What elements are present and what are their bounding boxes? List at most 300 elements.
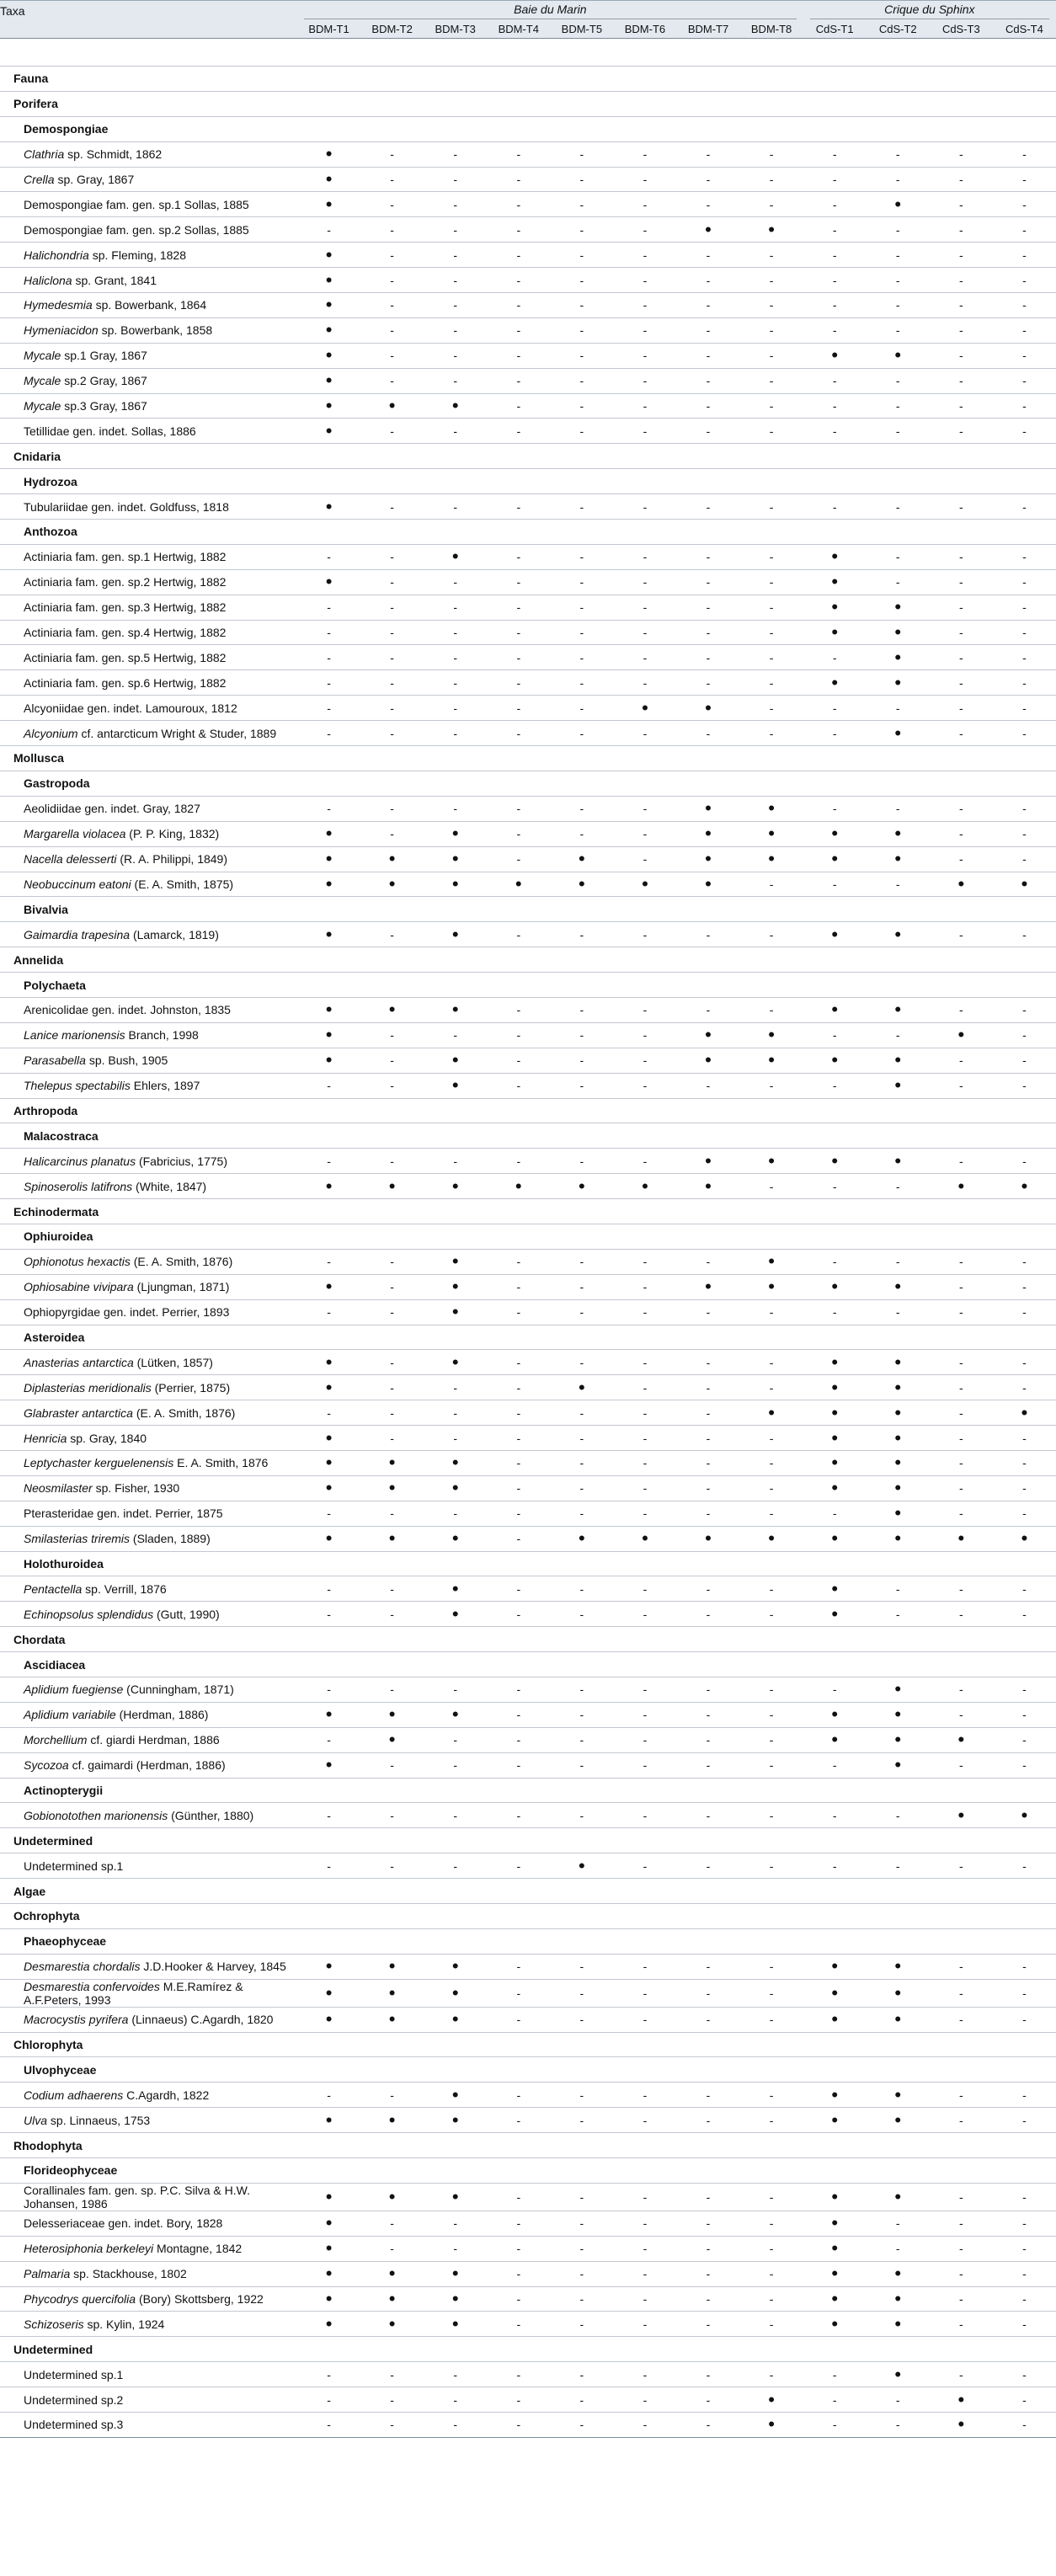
absence-dash: -	[803, 721, 867, 746]
absence-dash: -	[803, 293, 867, 318]
presence-dot: •	[360, 1979, 424, 2007]
presence-dot: •	[550, 1174, 613, 1199]
absence-dash: -	[993, 243, 1056, 268]
absence-dash: -	[993, 2387, 1056, 2413]
phylum-header-row	[0, 1627, 1056, 1652]
taxon-row	[0, 1954, 1056, 1979]
absence-dash: -	[993, 1299, 1056, 1325]
absence-dash: -	[297, 1249, 360, 1274]
presence-dot: •	[676, 1174, 739, 1199]
taxon-authority: (Herdman, 1886)	[115, 1708, 209, 1722]
absence-dash: -	[297, 1299, 360, 1325]
absence-dash: -	[424, 368, 487, 393]
absence-dash: -	[740, 393, 803, 419]
class-header-row	[0, 1123, 1056, 1149]
site-column-header: BDM-T1	[297, 20, 360, 39]
absence-dash: -	[613, 821, 676, 846]
presence-dot: •	[803, 1274, 867, 1299]
absence-dash: -	[613, 167, 676, 192]
presence-dot: •	[803, 1979, 867, 2007]
absence-dash: -	[487, 2312, 550, 2337]
absence-dash: -	[613, 268, 676, 293]
presence-dot: •	[867, 1677, 930, 1703]
taxon-name	[0, 1979, 297, 2007]
absence-dash: -	[740, 1576, 803, 1602]
absence-dash: -	[930, 1400, 993, 1426]
absence-dash: -	[613, 1450, 676, 1475]
absence-dash: -	[676, 368, 739, 393]
absence-dash: -	[360, 1400, 424, 1426]
presence-dot: •	[297, 2261, 360, 2286]
absence-dash: -	[424, 670, 487, 696]
taxon-authority: Branch, 1998	[125, 1028, 199, 1043]
absence-dash: -	[740, 1602, 803, 1627]
taxon-row	[0, 243, 1056, 268]
absence-dash: -	[740, 243, 803, 268]
absence-dash: -	[676, 1702, 739, 1727]
absence-dash: -	[550, 2312, 613, 2337]
absence-dash: -	[360, 293, 424, 318]
absence-dash: -	[487, 1702, 550, 1727]
class-header-row	[0, 469, 1056, 494]
absence-dash: -	[613, 2413, 676, 2438]
presence-dot: •	[740, 846, 803, 872]
absence-dash: -	[360, 343, 424, 368]
presence-dot: •	[424, 393, 487, 419]
phylum-header-row	[0, 746, 1056, 771]
presence-dot: •	[740, 1149, 803, 1174]
absence-dash: -	[803, 1299, 867, 1325]
taxon-authority: Undetermined sp.1	[24, 2367, 124, 2381]
absence-dash: -	[487, 1677, 550, 1703]
presence-dot: •	[424, 2286, 487, 2312]
absence-dash: -	[424, 721, 487, 746]
absence-dash: -	[613, 1426, 676, 1451]
absence-dash: -	[993, 1149, 1056, 1174]
presence-dot: •	[297, 1526, 360, 1551]
absence-dash: -	[550, 192, 613, 217]
taxon-authority: (P. P. King, 1832)	[125, 827, 220, 841]
taxon-row	[0, 2183, 1056, 2211]
absence-dash: -	[550, 293, 613, 318]
taxon-italic-name: Ophionotus hexactis	[24, 1255, 131, 1269]
absence-dash: -	[487, 393, 550, 419]
absence-dash: -	[676, 2007, 739, 2032]
taxon-authority: M.E.Ramírez & A.F.Peters, 1993	[24, 1979, 243, 2007]
absence-dash: -	[424, 243, 487, 268]
taxon-name	[0, 2083, 297, 2108]
presence-dot: •	[993, 1174, 1056, 1199]
absence-dash: -	[550, 1602, 613, 1627]
presence-dot: •	[297, 872, 360, 897]
presence-dot: •	[297, 1450, 360, 1475]
taxon-authority: (E. A. Smith, 1876)	[132, 1405, 236, 1420]
presence-dot: •	[930, 1174, 993, 1199]
presence-dot: •	[424, 544, 487, 569]
absence-dash: -	[360, 2083, 424, 2108]
section-header-row	[0, 1879, 1056, 1904]
absence-dash: -	[740, 872, 803, 897]
absence-dash: -	[613, 2261, 676, 2286]
phylum-header-row	[0, 1904, 1056, 1929]
taxon-authority: (Gutt, 1990)	[153, 1607, 220, 1621]
absence-dash: -	[993, 721, 1056, 746]
taxon-italic-name: Codium adhaerens	[24, 2088, 124, 2102]
absence-dash: -	[740, 1426, 803, 1451]
absence-dash: -	[424, 1752, 487, 1778]
absence-dash: -	[424, 595, 487, 620]
absence-dash: -	[930, 696, 993, 721]
phylum-header-row	[0, 91, 1056, 116]
presence-dot: •	[803, 1727, 867, 1752]
section-header-row	[0, 67, 1056, 92]
absence-dash: -	[424, 317, 487, 343]
presence-dot: •	[803, 821, 867, 846]
absence-dash: -	[803, 192, 867, 217]
presence-dot: •	[867, 343, 930, 368]
absence-dash: -	[676, 2312, 739, 2337]
presence-dot: •	[740, 796, 803, 821]
taxon-authority: Undetermined sp.2	[24, 2392, 124, 2407]
presence-dot: •	[867, 1048, 930, 1073]
absence-dash: -	[613, 368, 676, 393]
absence-dash: -	[613, 544, 676, 569]
absence-dash: -	[676, 419, 739, 444]
taxon-authority: (Günther, 1880)	[168, 1808, 254, 1822]
absence-dash: -	[803, 494, 867, 520]
absence-dash: -	[676, 922, 739, 947]
absence-dash: -	[360, 1576, 424, 1602]
taxon-row	[0, 1803, 1056, 1828]
taxon-name	[0, 846, 297, 872]
presence-dot: •	[360, 2108, 424, 2133]
absence-dash: -	[297, 1727, 360, 1752]
absence-dash: -	[613, 569, 676, 595]
absence-dash: -	[993, 141, 1056, 167]
absence-dash: -	[297, 1602, 360, 1627]
presence-dot: •	[803, 1702, 867, 1727]
absence-dash: -	[487, 1149, 550, 1174]
presence-dot: •	[297, 393, 360, 419]
absence-dash: -	[930, 141, 993, 167]
absence-dash: -	[360, 1853, 424, 1879]
site-column-header: BDM-T3	[424, 20, 487, 39]
absence-dash: -	[740, 419, 803, 444]
absence-dash: -	[867, 419, 930, 444]
taxon-row	[0, 1249, 1056, 1274]
absence-dash: -	[360, 1149, 424, 1174]
absence-dash: -	[613, 1576, 676, 1602]
absence-dash: -	[424, 2413, 487, 2438]
absence-dash: -	[487, 217, 550, 243]
absence-dash: -	[867, 796, 930, 821]
taxon-row	[0, 872, 1056, 897]
presence-dot: •	[867, 1375, 930, 1400]
absence-dash: -	[930, 1073, 993, 1098]
group-name: Florideophyceae	[0, 2158, 1056, 2184]
absence-dash: -	[424, 2387, 487, 2413]
absence-dash: -	[930, 1375, 993, 1400]
absence-dash: -	[993, 343, 1056, 368]
taxon-row	[0, 1702, 1056, 1727]
group-name: Asteroidea	[0, 1325, 1056, 1350]
absence-dash: -	[740, 620, 803, 645]
taxon-row	[0, 796, 1056, 821]
absence-dash: -	[297, 217, 360, 243]
absence-dash: -	[360, 1501, 424, 1526]
absence-dash: -	[676, 317, 739, 343]
absence-dash: -	[676, 293, 739, 318]
taxon-authority: Delesseriaceae gen. indet. Bory, 1828	[24, 2216, 223, 2231]
taxon-italic-name: Alcyonium	[24, 726, 78, 740]
presence-dot: •	[297, 997, 360, 1022]
presence-dot: •	[803, 2261, 867, 2286]
taxon-row	[0, 1853, 1056, 1879]
absence-dash: -	[867, 243, 930, 268]
table-header	[0, 1, 1056, 39]
absence-dash: -	[930, 1576, 993, 1602]
absence-dash: -	[424, 569, 487, 595]
absence-dash: -	[930, 1702, 993, 1727]
taxon-row	[0, 595, 1056, 620]
absence-dash: -	[487, 620, 550, 645]
absence-dash: -	[550, 1299, 613, 1325]
absence-dash: -	[740, 645, 803, 670]
taxon-row	[0, 494, 1056, 520]
taxon-row	[0, 2261, 1056, 2286]
taxon-row	[0, 1350, 1056, 1375]
site-column-header: BDM-T7	[676, 20, 739, 39]
taxon-italic-name: Desmarestia chordalis	[24, 1960, 141, 1974]
absence-dash: -	[360, 821, 424, 846]
absence-dash: -	[993, 1677, 1056, 1703]
taxon-name	[0, 1526, 297, 1551]
taxon-authority: sp. Bowerbank, 1864	[92, 298, 207, 312]
absence-dash: -	[424, 217, 487, 243]
presence-dot: •	[297, 268, 360, 293]
absence-dash: -	[360, 1752, 424, 1778]
absence-dash: -	[993, 595, 1056, 620]
presence-dot: •	[867, 1073, 930, 1098]
absence-dash: -	[740, 1853, 803, 1879]
absence-dash: -	[930, 1602, 993, 1627]
absence-dash: -	[360, 1249, 424, 1274]
presence-dot: •	[297, 2236, 360, 2261]
group-name: Ochrophyta	[0, 1904, 1056, 1929]
presence-dot: •	[676, 217, 739, 243]
absence-dash: -	[867, 167, 930, 192]
presence-dot: •	[930, 2413, 993, 2438]
phylum-header-row	[0, 2133, 1056, 2158]
taxon-name	[0, 1450, 297, 1475]
taxon-row	[0, 2413, 1056, 2438]
presence-dot: •	[993, 1803, 1056, 1828]
presence-dot: •	[803, 670, 867, 696]
absence-dash: -	[930, 2236, 993, 2261]
absence-dash: -	[740, 1501, 803, 1526]
presence-dot: •	[930, 1022, 993, 1048]
absence-dash: -	[360, 1299, 424, 1325]
group-name: Malacostraca	[0, 1123, 1056, 1149]
absence-dash: -	[424, 268, 487, 293]
absence-dash: -	[803, 1174, 867, 1199]
absence-dash: -	[360, 922, 424, 947]
absence-dash: -	[993, 1853, 1056, 1879]
presence-dot: •	[803, 1526, 867, 1551]
absence-dash: -	[993, 1602, 1056, 1627]
absence-dash: -	[360, 1677, 424, 1703]
absence-dash: -	[803, 1249, 867, 1274]
absence-dash: -	[740, 167, 803, 192]
taxon-name	[0, 2007, 297, 2032]
presence-dot: •	[424, 1526, 487, 1551]
taxon-authority: Montagne, 1842	[153, 2242, 243, 2256]
taxon-name	[0, 393, 297, 419]
absence-dash: -	[993, 1450, 1056, 1475]
presence-dot: •	[740, 1400, 803, 1426]
presence-dot: •	[297, 243, 360, 268]
absence-dash: -	[740, 293, 803, 318]
absence-dash: -	[930, 2312, 993, 2337]
presence-dot: •	[740, 1249, 803, 1274]
absence-dash: -	[424, 1149, 487, 1174]
absence-dash: -	[487, 1526, 550, 1551]
absence-dash: -	[297, 645, 360, 670]
absence-dash: -	[487, 2007, 550, 2032]
absence-dash: -	[676, 2083, 739, 2108]
absence-dash: -	[930, 1274, 993, 1299]
taxon-italic-name: Palmaria	[24, 2267, 71, 2281]
presence-dot: •	[297, 569, 360, 595]
absence-dash: -	[424, 192, 487, 217]
presence-dot: •	[867, 2261, 930, 2286]
presence-dot: •	[297, 2183, 360, 2211]
absence-dash: -	[676, 1576, 739, 1602]
absence-dash: -	[550, 1677, 613, 1703]
group-name: Chordata	[0, 1627, 1056, 1652]
absence-dash: -	[297, 1677, 360, 1703]
absence-dash: -	[930, 569, 993, 595]
absence-dash: -	[803, 1752, 867, 1778]
presence-dot: •	[867, 846, 930, 872]
absence-dash: -	[550, 2211, 613, 2236]
presence-dot: •	[550, 1853, 613, 1879]
absence-dash: -	[993, 393, 1056, 419]
absence-dash: -	[740, 2083, 803, 2108]
absence-dash: -	[613, 243, 676, 268]
taxon-italic-name: Mycale	[24, 349, 61, 363]
absence-dash: -	[930, 1475, 993, 1501]
absence-dash: -	[487, 544, 550, 569]
absence-dash: -	[676, 1426, 739, 1451]
absence-dash: -	[360, 645, 424, 670]
absence-dash: -	[487, 293, 550, 318]
presence-dot: •	[930, 1803, 993, 1828]
presence-dot: •	[424, 1073, 487, 1098]
presence-dot: •	[676, 1149, 739, 1174]
absence-dash: -	[550, 2286, 613, 2312]
presence-dot: •	[297, 317, 360, 343]
absence-dash: -	[487, 1249, 550, 1274]
group-name: Ascidiacea	[0, 1652, 1056, 1677]
taxon-name	[0, 1274, 297, 1299]
taxon-authority: C.Agardh, 1822	[123, 2088, 210, 2102]
presence-dot: •	[360, 872, 424, 897]
presence-dot: •	[867, 670, 930, 696]
absence-dash: -	[550, 2236, 613, 2261]
taxon-authority: Ehlers, 1897	[130, 1079, 200, 1093]
presence-dot: •	[867, 1149, 930, 1174]
absence-dash: -	[993, 494, 1056, 520]
taxon-authority: (E. A. Smith, 1876)	[130, 1255, 233, 1269]
presence-dot: •	[803, 2007, 867, 2032]
absence-dash: -	[740, 2362, 803, 2387]
phylum-header-row	[0, 2032, 1056, 2057]
taxon-italic-name: Diplasterias meridionalis	[24, 1380, 152, 1395]
absence-dash: -	[550, 2108, 613, 2133]
absence-dash: -	[613, 1954, 676, 1979]
absence-dash: -	[993, 368, 1056, 393]
presence-dot: •	[803, 1350, 867, 1375]
site-column-header: CdS-T1	[803, 20, 867, 39]
absence-dash: -	[424, 343, 487, 368]
table-body	[0, 39, 1056, 2438]
taxon-authority: (Perrier, 1875)	[151, 1380, 231, 1395]
absence-dash: -	[867, 1022, 930, 1048]
absence-dash: -	[740, 2183, 803, 2211]
group-name: Undetermined	[0, 1828, 1056, 1853]
taxon-name	[0, 243, 297, 268]
absence-dash: -	[930, 1249, 993, 1274]
absence-dash: -	[613, 293, 676, 318]
absence-dash: -	[424, 2362, 487, 2387]
taxon-row	[0, 922, 1056, 947]
presence-dot: •	[867, 1954, 930, 1979]
absence-dash: -	[360, 544, 424, 569]
taxon-row	[0, 846, 1056, 872]
absence-dash: -	[550, 821, 613, 846]
absence-dash: -	[930, 846, 993, 872]
absence-dash: -	[360, 721, 424, 746]
absence-dash: -	[930, 317, 993, 343]
absence-dash: -	[360, 419, 424, 444]
absence-dash: -	[487, 2387, 550, 2413]
taxon-italic-name: Clathria	[24, 147, 65, 162]
absence-dash: -	[487, 368, 550, 393]
taxon-name	[0, 192, 297, 217]
presence-dot: •	[867, 1450, 930, 1475]
site-column-header: BDM-T6	[613, 20, 676, 39]
absence-dash: -	[803, 1022, 867, 1048]
taxon-name	[0, 1702, 297, 1727]
absence-dash: -	[803, 393, 867, 419]
class-header-row	[0, 1652, 1056, 1677]
taxon-row	[0, 2387, 1056, 2413]
presence-dot: •	[930, 1727, 993, 1752]
absence-dash: -	[993, 1249, 1056, 1274]
taxon-italic-name: Heterosiphonia berkeleyi	[24, 2242, 154, 2256]
group-name: Holothuroidea	[0, 1551, 1056, 1576]
presence-dot: •	[297, 1979, 360, 2007]
presence-dot: •	[740, 2413, 803, 2438]
presence-dot: •	[360, 1727, 424, 1752]
absence-dash: -	[613, 796, 676, 821]
taxon-name	[0, 670, 297, 696]
taxon-row	[0, 1048, 1056, 1073]
absence-dash: -	[487, 2362, 550, 2387]
absence-dash: -	[550, 1350, 613, 1375]
taxon-row	[0, 1375, 1056, 1400]
